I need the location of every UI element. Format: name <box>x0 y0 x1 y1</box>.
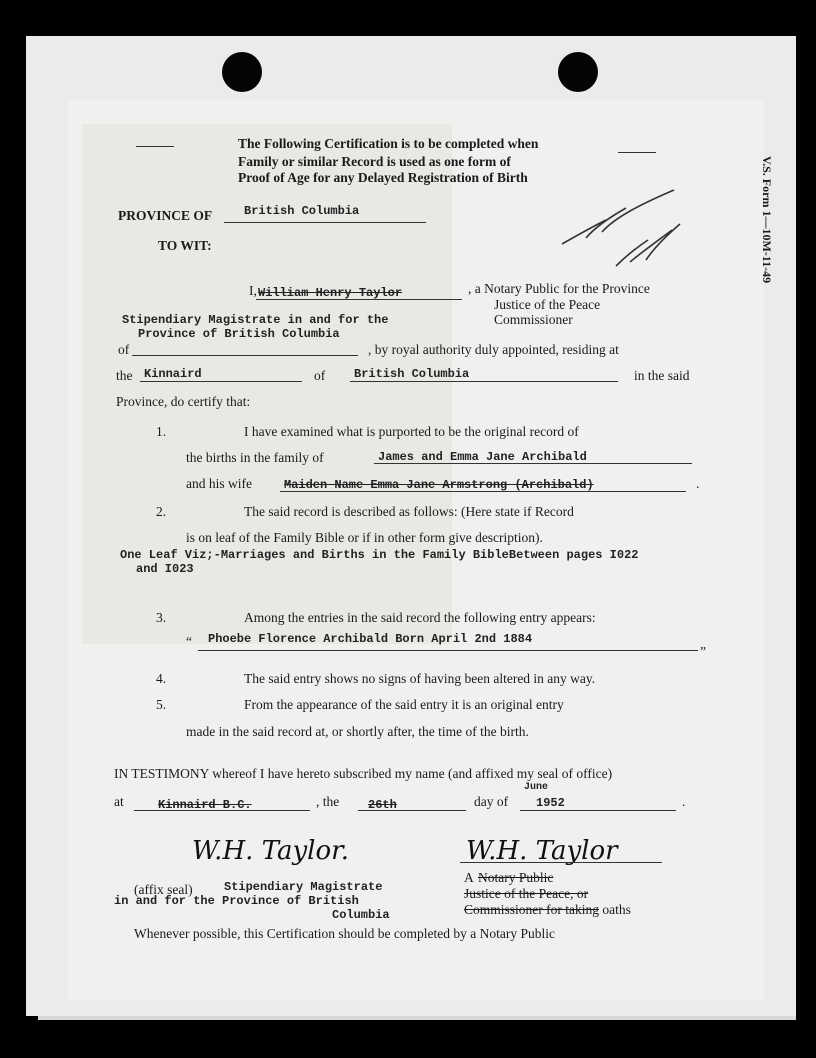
wife-period: . <box>696 476 700 491</box>
commissioner-text: Commissioner <box>494 312 573 327</box>
commissioner-option-line <box>464 902 631 918</box>
month-underline <box>520 810 676 811</box>
residence-value: Kinnaird <box>144 367 202 381</box>
testimony-day: 26th <box>368 798 397 812</box>
day-of-label: day of <box>474 794 509 809</box>
header-dash-right <box>618 152 656 153</box>
testimony-text: IN TESTIMONY whereof I have hereto subscribed my name (and affixed my seal of office) <box>114 766 613 781</box>
notary-public-text: , a Notary Public for the Province <box>468 281 650 296</box>
day-underline <box>358 810 466 811</box>
province-underline <box>224 222 426 223</box>
item-3-text: Among the entries in the said record the following entry appears: <box>244 610 596 625</box>
entry-underline <box>198 650 698 651</box>
province-label: PROVINCE OF <box>118 208 213 223</box>
residence-province-underline <box>350 381 618 382</box>
to-wit-label: TO WIT: <box>158 238 212 253</box>
entry-value: Phoebe Florence Archibald Born April 2nd 1884 <box>208 632 533 646</box>
declarant-underline <box>256 299 462 300</box>
of2-label: of <box>314 368 326 383</box>
item-1-number: 1. <box>156 424 167 439</box>
testimony-month: June <box>524 782 549 793</box>
justice-option: Justice of the Peace, or <box>464 886 589 901</box>
wife-underline <box>280 491 686 492</box>
declarant-prefix: I, <box>249 283 257 298</box>
commissioner-option: Commissioner for taking <box>464 902 599 917</box>
family-value: James and Emma Jane Archibald <box>378 450 587 464</box>
quote-open: “ <box>186 634 192 649</box>
wife-value: Maiden Name Emma Jane Armstrong (Archibald) <box>284 478 594 492</box>
of-label: of <box>118 342 130 357</box>
the-label: the <box>116 368 133 383</box>
item-2-text-b: is on leaf of the Family Bible or if in other form give description). <box>186 530 543 545</box>
header-line-2: Family or similar Record is used as one form of <box>238 154 511 169</box>
left-signature: W.H. Taylor. <box>192 836 349 866</box>
province-value: British Columbia <box>244 204 360 218</box>
certify-text: Province, do certify that: <box>116 394 251 409</box>
notary-public-option: Notary Public <box>478 870 554 885</box>
item-5-text-b: made in the said record at, or shortly after, the time of the birth. <box>186 724 529 739</box>
record-description-2: and I023 <box>136 562 194 576</box>
document-page <box>26 36 796 1016</box>
testimony-period: . <box>682 794 686 809</box>
affix-seal-label: (affix seal) <box>134 882 193 897</box>
residence-underline <box>140 381 302 382</box>
justice-text: Justice of the Peace <box>494 297 601 312</box>
quote-close: ” <box>700 644 706 659</box>
item-5-text-a: From the appearance of the said entry it is an original entry <box>244 697 564 712</box>
place-underline <box>134 810 310 811</box>
left-title-1: Stipendiary Magistrate <box>224 880 383 894</box>
item-1-text-b: the births in the family of <box>186 450 324 465</box>
item-1-text-c: and his wife <box>186 476 252 491</box>
left-title-2: in and for the Province of British <box>114 894 359 908</box>
item-1-text-a: I have examined what is purported to be the original record of <box>244 424 579 439</box>
declarant-name: William Henry Taylor <box>258 286 403 300</box>
punch-hole-left <box>222 52 262 92</box>
punch-hole-right <box>558 52 598 92</box>
item-4-number: 4. <box>156 671 167 686</box>
left-title-3: Columbia <box>332 908 390 922</box>
item-2-text-a: The said record is described as follows: (Here state if Record <box>244 504 574 519</box>
right-signature: W.H. Taylor <box>466 836 618 866</box>
residence-province-value: British Columbia <box>354 367 470 381</box>
handwritten-margin-note <box>556 176 686 276</box>
oaths-text: oaths <box>599 902 631 917</box>
at-label: at <box>114 794 124 809</box>
testimony-year: 1952 <box>536 796 565 810</box>
authority-text: , by royal authority duly appointed, residing at <box>368 342 619 357</box>
form-code: V.S. Form 1—10M-11-49 <box>760 156 774 284</box>
testimony-place: Kinnaird B.C. <box>158 798 252 812</box>
in-said-text: in the said <box>634 368 690 383</box>
item-4-text: The said entry shows no signs of having been altered in any way. <box>244 671 596 686</box>
item-5-number: 5. <box>156 697 167 712</box>
item-3-number: 3. <box>156 610 167 625</box>
stipendiary-line-2: Province of British Columbia <box>138 327 340 341</box>
signature-underline <box>460 862 662 863</box>
header-line-3: Proof of Age for any Delayed Registration of Birth <box>238 170 528 185</box>
of-underline <box>132 355 358 356</box>
the-day-label: , the <box>316 794 340 809</box>
header-line-1: The Following Certification is to be completed when <box>238 136 539 151</box>
family-underline <box>374 463 692 464</box>
a-label: A <box>464 870 474 885</box>
item-2-number: 2. <box>156 504 167 519</box>
record-description-1: One Leaf Viz;-Marriages and Births in the Family BibleBetween pages I022 <box>120 548 639 562</box>
footer-note: Whenever possible, this Certification should be completed by a Notary Public <box>134 926 556 941</box>
header-dash-left <box>136 146 174 147</box>
stipendiary-line-1: Stipendiary Magistrate in and for the <box>122 313 389 327</box>
